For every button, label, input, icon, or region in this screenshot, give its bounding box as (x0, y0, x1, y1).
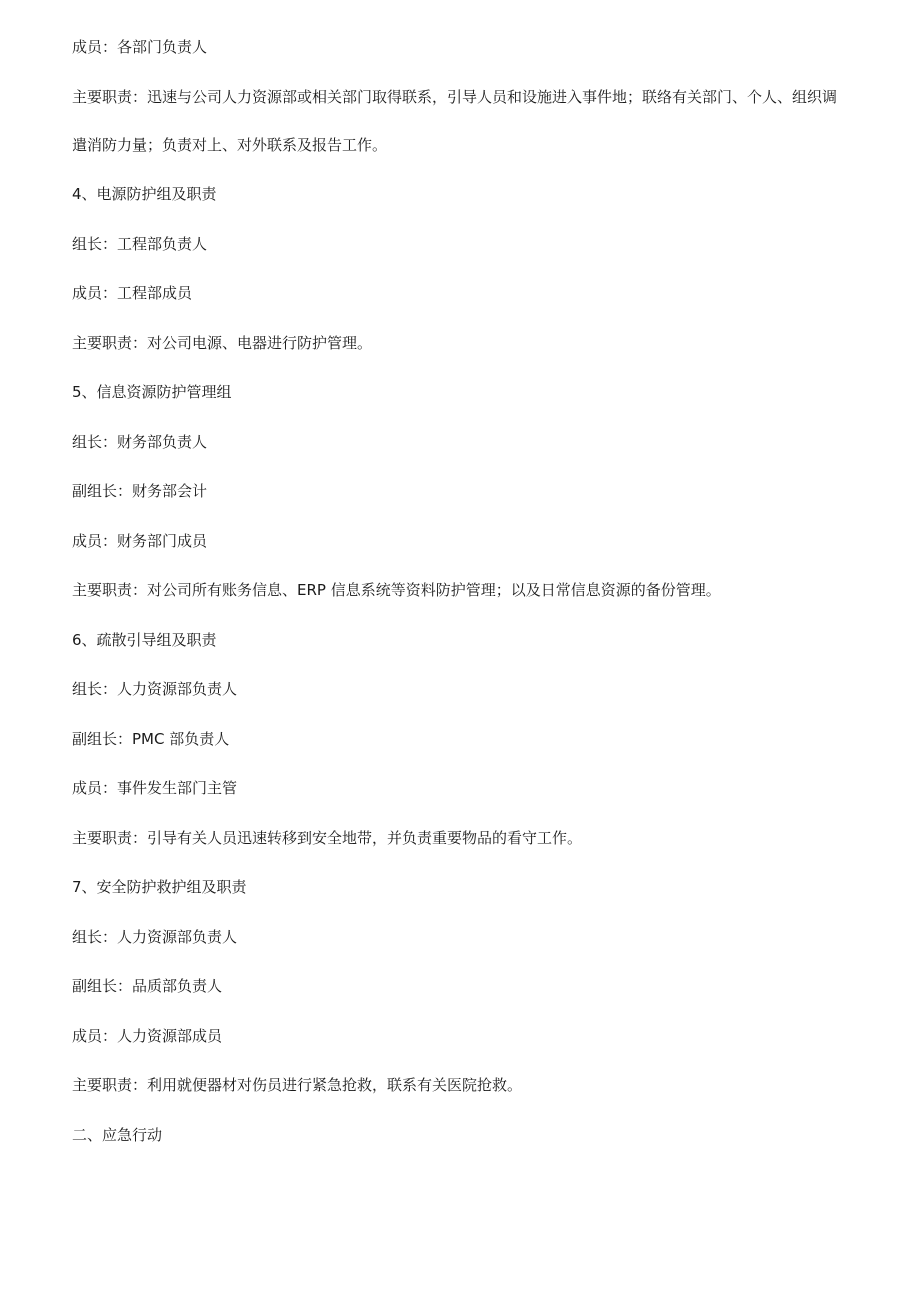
section-heading-4: 4、电源防护组及职责 (72, 185, 217, 203)
document-page (72, 36, 872, 1173)
duties-paragraph (72, 86, 872, 156)
leader-line: 组长：工程部负责人 (72, 234, 208, 253)
section-heading-7: 7、安全防护救护组及职责 (72, 878, 247, 896)
leader-line: 组长：人力资源部负责人 (72, 927, 238, 946)
section-heading-6: 6、疏散引导组及职责 (72, 630, 217, 649)
duties-line: 主要职责：引导有关人员迅速转移到安全地带，并负责重要物品的看守工作。 (72, 828, 583, 847)
duties-line: 主要职责：对公司所有账务信息、ERP 信息系统等资料防护管理；以及日常信息资源的备份管理。 (72, 581, 721, 599)
chapter-heading: 二、应急行动 (72, 1125, 163, 1144)
leader-line: 组长：人力资源部负责人 (72, 680, 238, 698)
members-line: 成员：事件发生部门主管 (72, 779, 238, 797)
deputy-leader-line: 副组长：财务部会计 (72, 482, 208, 500)
duties-line-1: 主要职责：迅速与公司人力资源部或相关部门取得联系，引导人员和设施进入事件地；联络有关部门、个人、组织调 (72, 87, 838, 106)
duties-line: 主要职责：对公司电源、电器进行防护管理。 (72, 333, 373, 352)
deputy-leader-line: 副组长：PMC 部负责人 (72, 729, 230, 748)
members-line: 成员：工程部成员 (72, 284, 193, 302)
section-heading-5: 5、信息资源防护管理组 (72, 383, 232, 401)
members-line: 成员：各部门负责人 (72, 38, 208, 56)
deputy-leader-line: 副组长：品质部负责人 (72, 977, 223, 995)
members-line: 成员：人力资源部成员 (72, 1026, 223, 1045)
leader-line: 组长：财务部负责人 (72, 432, 208, 451)
duties-line: 主要职责：利用就便器材对伤员进行紧急抢救，联系有关医院抢救。 (72, 1076, 523, 1094)
duties-line-2: 遣消防力量；负责对上、对外联系及报告工作。 (72, 135, 388, 154)
members-line: 成员：财务部门成员 (72, 531, 208, 550)
